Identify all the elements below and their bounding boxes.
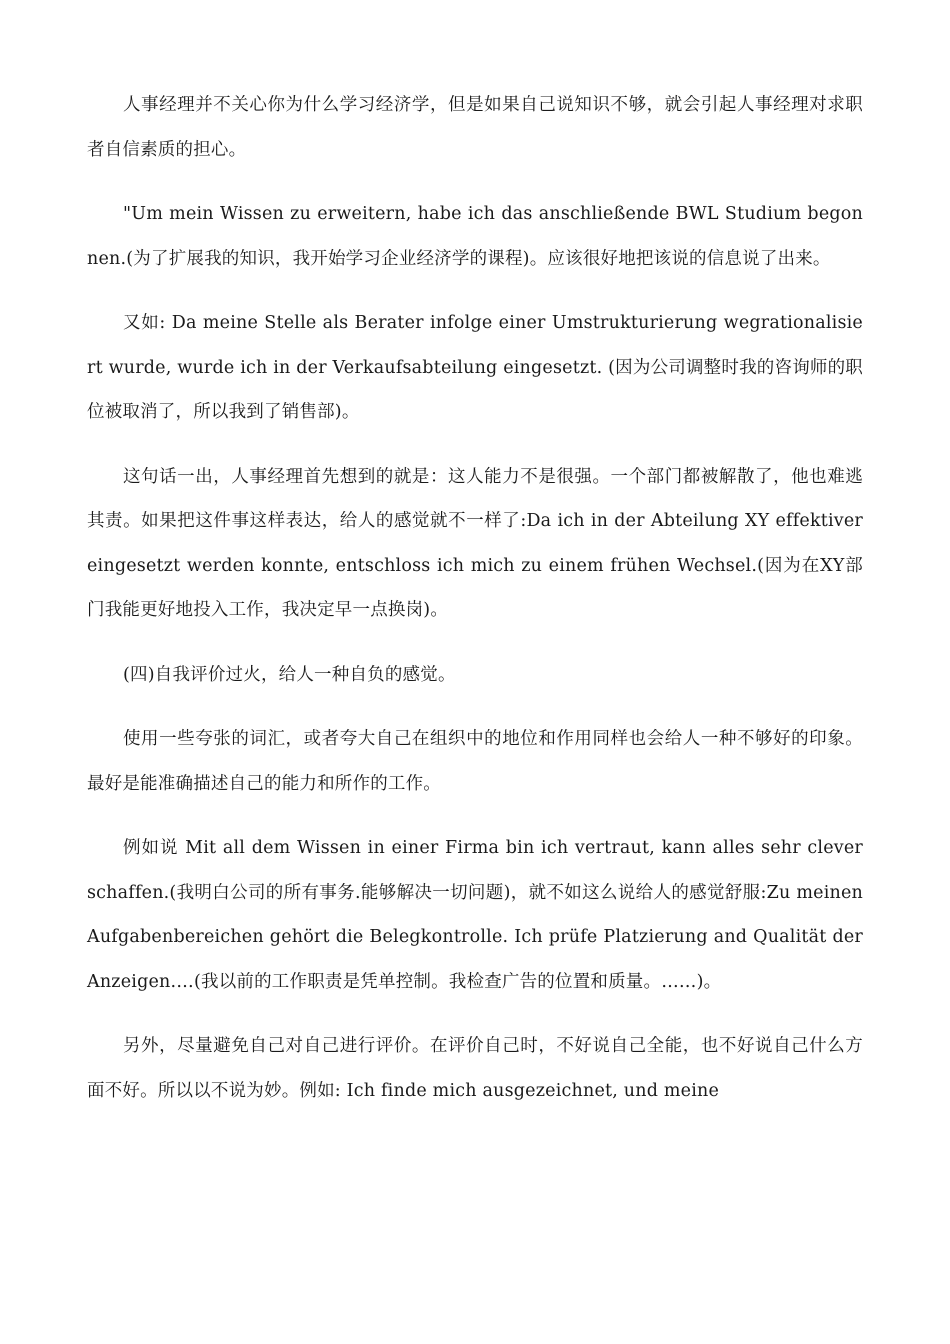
paragraph-4: 这句话一出，人事经理首先想到的就是：这人能力不是很强。一个部门都被解散了，他也难逃其责。如果把这件事这样表达，给人的感觉就不一样了:Da ich in der Abteilung XY effektiver eingesetzt werden konnte, entschloss ich mich zu einem frühen Wechsel.(因为在XY部门我能更好地投入工作，我决定早一点换岗)。 bbox=[87, 466, 863, 620]
document-body bbox=[87, 83, 863, 1113]
paragraph-6: 例如说 Mit all dem Wissen in einer Firma bin ich vertraut, kann alles sehr clever schaffen.(我明白公司的所有事务.能够解决一切问题)，就不如这么说给人的感觉舒服:Zu meinen Aufgabenbereichen gehört die Belegkontrolle. Ich prüfe Platzierung and Qualität der Anzeigen.…(我以前的工作职责是凭单控制。我检查广告的位置和质量。……)。 bbox=[87, 838, 863, 992]
section-heading: (四)自我评价过火，给人一种自负的感觉。 bbox=[123, 664, 456, 685]
paragraph-7: 另外，尽量避免自己对自己进行评价。在评价自己时，不好说自己全能，也不好说自己什么方面不好。所以以不说为妙。例如: Ich finde mich ausgezeichnet, und meine bbox=[87, 1036, 863, 1101]
paragraph-1: 人事经理并不关心你为什么学习经济学，但是如果自己说知识不够，就会引起人事经理对求职者自信素质的担心。 bbox=[87, 95, 863, 160]
paragraph-3: 又如: Da meine Stelle als Berater infolge einer Umstrukturierung wegrationalisiert wurde, wurde ich in der Verkaufsabteilung eingesetzt. (因为公司调整时我的咨询师的职位被取消了，所以我到了销售部)。 bbox=[87, 313, 863, 422]
paragraph-5: 使用一些夸张的词汇，或者夸大自己在组织中的地位和作用同样也会给人一种不够好的印象。最好是能准确描述自己的能力和所作的工作。 bbox=[87, 729, 863, 794]
paragraph-2: "Um mein Wissen zu erweitern, habe ich das anschließende BWL Studium begonnen.(为了扩展我的知识，我开始学习企业经济学的课程)。应该很好地把该说的信息说了出来。 bbox=[87, 204, 863, 269]
